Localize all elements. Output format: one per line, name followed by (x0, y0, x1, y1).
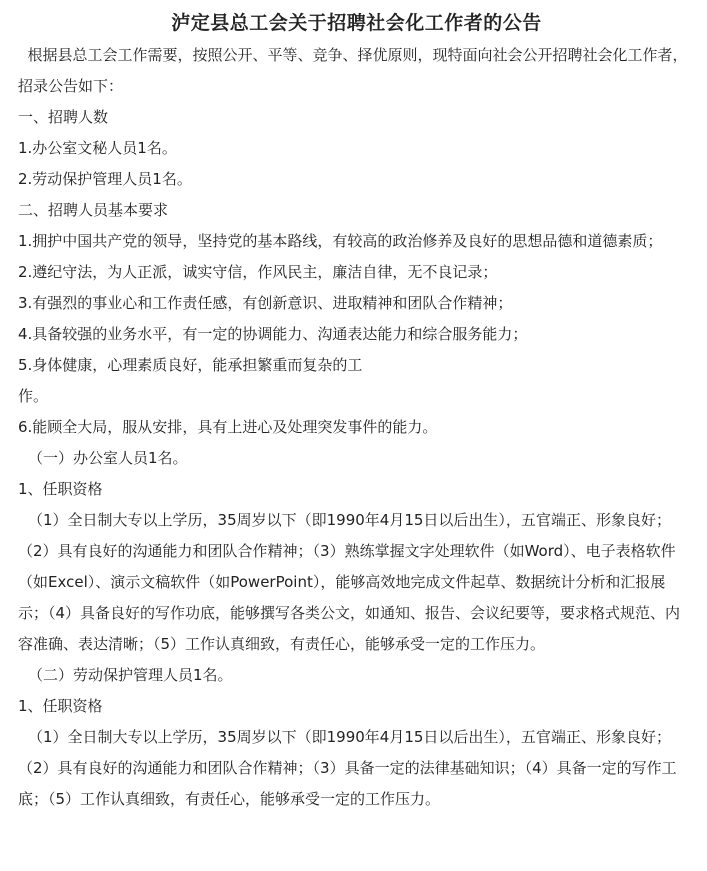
list-item: 1.办公室文秘人员1名。 (18, 139, 177, 157)
list-item: 2.劳动保护管理人员1名。 (18, 170, 192, 188)
section-heading-requirements: 二、招聘人员基本要求 (18, 201, 169, 219)
qualification-paragraph-labor-protection: （1）全日制大专以上学历，35周岁以下（即1990年4月15日以后出生），五官端正、形象良好；（2）具有良好的沟通能力和团队合作精神；（3）具备一定的法律基础知识；（4）具备一定的写作工底；（5）工作认真细致，有责任心，能够承受一定的工作压力。 (18, 728, 677, 808)
list-item: 6.能顾全大局，服从安排，具有上进心及处理突发事件的能力。 (18, 418, 438, 436)
list-item: 1.拥护中国共产党的领导，坚持党的基本路线，有较高的政治修养及良好的思想品德和道德素质； (18, 232, 663, 250)
document-title: 泸定县总工会关于招聘社会化工作者的公告 (171, 12, 542, 34)
intro-paragraph: 根据县总工会工作需要，按照公开、平等、竞争、择优原则，现特面向社会公开招聘社会化工作者，招录公告如下： (18, 46, 688, 95)
qualification-heading: 1、任职资格 (18, 697, 103, 715)
subsection-heading-labor-protection: （二）劳动保护管理人员1名。 (28, 666, 233, 684)
qualification-heading: 1、任职资格 (18, 480, 103, 498)
list-item: 5.身体健康，心理素质良好，能承担繁重而复杂的工 (18, 356, 363, 374)
list-item-continuation: 作。 (18, 387, 49, 405)
list-item: 2.遵纪守法，为人正派，诚实守信，作风民主，廉洁自律，无不良记录； (18, 263, 498, 281)
list-item: 3.有强烈的事业心和工作责任感，有创新意识、进取精神和团队合作精神； (18, 294, 513, 312)
list-item: 4.具备较强的业务水平，有一定的协调能力、沟通表达能力和综合服务能力； (18, 325, 528, 343)
section-heading-recruit-count: 一、招聘人数 (18, 108, 109, 126)
qualification-paragraph-office: （1）全日制大专以上学历，35周岁以下（即1990年4月15日以后出生），五官端正、形象良好；（2）具有良好的沟通能力和团队合作精神；（3）熟练掌握文字处理软件（如Word）、电子表格软件（如Excel）、演示文稿软件（如PowerPoint），能够高效地完成文件起草、数据统计分析和汇报展示；（4）具备良好的写作功底，能够撰写各类公文，如通知、报告、会议纪要等，要求格式规范、内容准确、表达清晰；（5）工作认真细致，有责任心，能够承受一定的工作压力。 (18, 511, 681, 653)
subsection-heading-office: （一）办公室人员1名。 (28, 449, 188, 467)
